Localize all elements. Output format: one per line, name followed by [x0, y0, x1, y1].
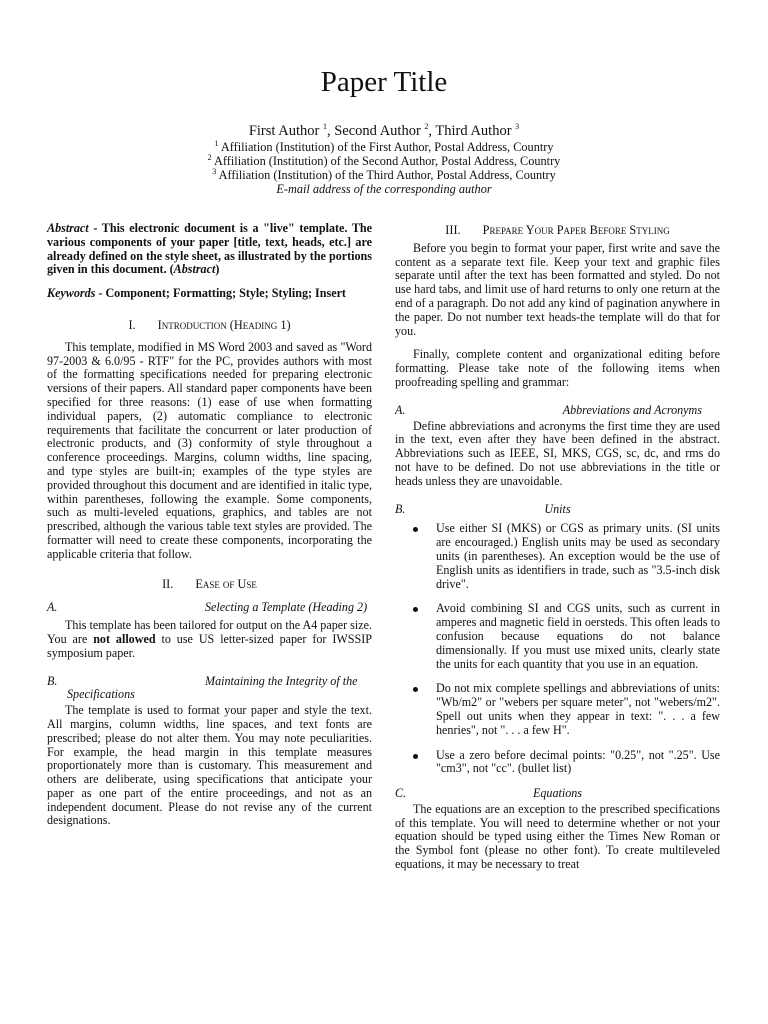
author-name: Third Author [435, 122, 516, 139]
text-run: to use US letter-sized paper for IWSSIP symposium paper. [47, 631, 372, 660]
list-item-text: Do not mix complete spellings and abbreviations of units: "Wb/m2" or "webers per square meter", not "webers/m2". Spell out units when they appear in text: ". . . a few henries", not ". . . a few H". [436, 681, 720, 737]
section-title: Prepare Your Paper Before Styling [482, 223, 670, 237]
subsection-title: Selecting a Template (Heading 2) [205, 600, 368, 615]
body-paragraph: Before you begin to format your paper, first write and save the content as a separate text file. Keep your text and graphic files separate until after the text has been formatted and styled. Do not use hard tabs, and limit use of hard returns to only one return at the end of a paragraph. Do not add any kind of pagination anywhere in the paper. Do not number text heads-the template will do that for you. [395, 240, 720, 338]
section-heading [47, 578, 372, 592]
subsection-title: Maintaining the Integrity of the Specifications [67, 673, 358, 702]
subsection-letter: B. [395, 501, 406, 516]
paper-title: Paper Title [320, 66, 448, 98]
affiliation-text: Affiliation (Institution) of the First Author, Postal Address, Country [218, 140, 554, 155]
subsection-heading [47, 601, 372, 615]
section-heading [395, 224, 720, 238]
body-paragraph: The equations are an exception to the prescribed specifications of this template. You will need to determine whether or not your equation should be typed using either the Times New Roman or the Symbol font (please no other font). To create multileveled equations, it may be necessary to treat [395, 801, 720, 872]
subsection-letter: A. [47, 600, 58, 615]
list-item [395, 602, 720, 671]
list-item [395, 749, 720, 777]
list-item [395, 522, 720, 591]
bullet-list [395, 522, 720, 776]
affiliation-text: Affiliation (Institution) of the Second Author, Postal Address, Country [211, 154, 561, 169]
body-paragraph: Define abbreviations and acronyms the first time they are used in the text, even after they have been defined in the abstract. Abbreviations such as IEEE, SI, MKS, CGS, sc, dc, and rms do not have to be defined. Do not use abbreviations in the title or heads unless they are unavoidable. [395, 418, 720, 488]
subsection-title: Abbreviations and Acronyms [562, 402, 702, 417]
subsection-heading [47, 675, 372, 703]
subsection-heading [395, 404, 720, 418]
list-item-text: Use a zero before decimal points: "0.25", not ".25". Use "cm3", not "cc". (bullet list) [436, 747, 720, 776]
abstract-text: This electronic document is a "live" template. The various components of your paper [title, text, heads, etc.] are already defined on the style sheet, as illustrated by the portions given in this document. ( [47, 221, 372, 277]
section-number: II. [162, 576, 174, 591]
body-paragraph: The template is used to format your paper and style the text. All margins, column widths, line spaces, and text fonts are prescribed; please do not alter them. You may note peculiarities. For example, the head margin in this template measures proportionately more than is customary. This measurement and others are deliberate, using specifications that anticipate your paper as one part of the entire proceedings, and not as an independent document. Please do not revise any of the current designations. [47, 703, 372, 828]
subsection-letter: A. [395, 402, 406, 417]
section-title: Introduction (Heading 1) [157, 317, 291, 332]
section-number: III. [445, 223, 461, 237]
author-sep: , [428, 122, 436, 139]
left-column [47, 222, 372, 828]
author-sup: 1 [322, 122, 327, 131]
keywords-label: Keywords [47, 286, 96, 301]
section-title: Ease of Use [195, 576, 257, 591]
affiliation-sup: 1 [214, 139, 219, 148]
list-item-text: Avoid combining SI and CGS units, such as current in amperes and magnetic field in oersteds. This often leads to confusion because equations do not balance dimensionally. If you must use mixed units, clearly state the units for each quantity that you use in an equation. [436, 601, 720, 671]
right-column [395, 222, 720, 872]
subsection-letter: C. [395, 786, 407, 801]
keywords [47, 287, 372, 301]
subsection-letter: B. [47, 673, 58, 688]
subsection-title: Units [544, 501, 571, 516]
author-sup: 3 [515, 122, 520, 131]
subsection-heading [395, 787, 720, 801]
affiliation-sup: 2 [207, 153, 212, 162]
list-item [395, 682, 720, 737]
subsection-heading [395, 503, 720, 517]
subsection-title: Equations [532, 786, 583, 801]
abstract-dash: - [88, 221, 102, 235]
bullet-icon [413, 687, 418, 692]
text-run: This template has been tailored for output on the A4 paper size. You are [47, 618, 372, 646]
abstract [47, 222, 372, 277]
author-name: Second Author [334, 122, 425, 139]
bullet-icon [413, 527, 418, 532]
corresponding-email: E-mail address of the corresponding author [276, 182, 492, 196]
keywords-text: - Component; Formatting; Style; Styling; Insert [95, 286, 346, 301]
abstract-end: ) [215, 262, 220, 277]
affiliation-3 [0, 165, 768, 182]
list-item-text: Use either SI (MKS) or CGS as primary units. (SI units are encouraged.) English units may be used as secondary units (in parentheses). An exception would be the use of English units as identifiers in trade, such as "3.5-inch disk drive". [436, 521, 720, 591]
author-sep: , [326, 122, 335, 139]
affiliation-text: Affiliation (Institution) of the Third Author, Postal Address, Country [216, 168, 556, 183]
body-paragraph: Finally, complete content and organizational editing before formatting. Please take note of the following items when proofreading spelling and grammar: [395, 347, 720, 389]
section-number: I. [128, 317, 136, 332]
author-sup: 2 [424, 122, 429, 131]
bullet-icon [413, 607, 418, 612]
affiliation-sup: 3 [212, 167, 217, 176]
author-name: First Author [248, 122, 323, 139]
abstract-label: Abstract [47, 221, 89, 235]
body-paragraph [47, 619, 372, 660]
abstract-tail: Abstract [173, 262, 216, 277]
bullet-icon [413, 754, 418, 759]
body-paragraph: This template, modified in MS Word 2003 and saved as "Word 97-2003 & 6.0/95 - RTF" for the PC, provides authors with most of the formatting specifications needed for preparing electronic versions of their papers. All standard paper components have been specified for three reasons: (1) ease of use when formatting individual papers, (2) automatic compliance to electronic requirements that facilitate the concurrent or later production of electronic products, and (3) conformity of style throughout a conference proceedings. Margins, column widths, line spacing, and type styles are built-in; examples of the type styles are provided throughout this document and are identified in italic type, within parentheses, following the example. Some components, such as multi-leveled equations, graphics, and tables are not prescribed, although the various table text styles are provided. The formatter will need to create these components, incorporating the applicable criteria that follow. [47, 339, 372, 561]
section-heading [47, 319, 372, 333]
emphasis-text: not allowed [93, 631, 156, 646]
